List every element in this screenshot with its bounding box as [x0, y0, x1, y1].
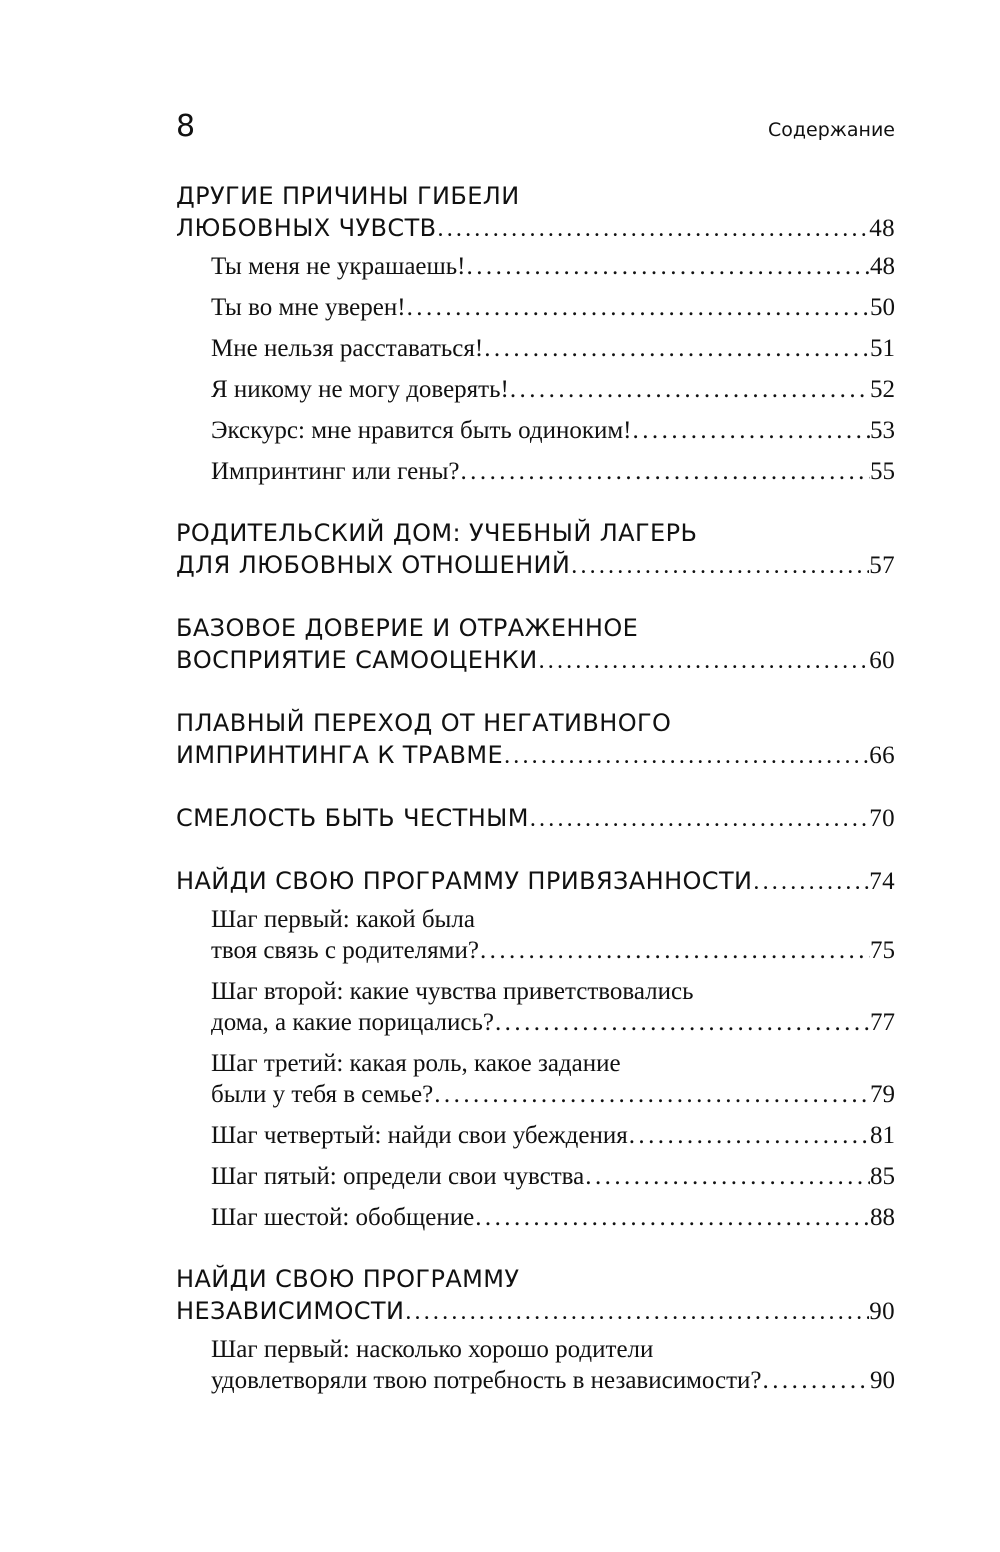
- toc-title-line: были у тебя в семье?: [211, 1081, 434, 1108]
- dot-leader: [762, 1365, 870, 1396]
- toc-section: [211, 904, 895, 966]
- dot-leader: [433, 1079, 870, 1110]
- dot-leader: [406, 292, 870, 323]
- dot-leader: [752, 866, 869, 898]
- dot-leader: [584, 1161, 870, 1192]
- toc-title-row: [176, 1295, 895, 1328]
- toc-section: [211, 292, 895, 323]
- toc-chapter: [176, 180, 895, 245]
- toc-title-line: Шаг пятый: определи свои чувства: [211, 1163, 585, 1190]
- toc-title-row: [211, 1161, 895, 1192]
- dot-leader: [474, 1202, 870, 1233]
- running-title: Содержание: [768, 119, 895, 141]
- dot-leader: [632, 415, 870, 446]
- dot-leader: [494, 1007, 870, 1038]
- toc-title-line: дома, а какие порицались?: [211, 1009, 494, 1036]
- toc-title-line: ДЛЯ ЛЮБОВНЫХ ОТНОШЕНИЙ: [176, 551, 571, 579]
- dot-leader: [483, 333, 870, 364]
- toc-title-line: твоя связь с родителями?: [211, 937, 479, 964]
- toc-chapter: [176, 865, 895, 898]
- toc-title-line: Ты меня не украшаешь!: [211, 253, 466, 280]
- table-of-contents: [176, 180, 895, 1396]
- toc-title-row: [211, 935, 895, 966]
- toc-chapter: [176, 1263, 895, 1328]
- toc-section: [211, 333, 895, 364]
- toc-title-row: [211, 374, 895, 405]
- toc-title-row: [211, 1007, 895, 1038]
- toc-title-row: [176, 212, 895, 245]
- toc-title-row: [176, 865, 895, 898]
- dot-leader: [479, 935, 870, 966]
- toc-title-line: НАЙДИ СВОЮ ПРОГРАММУ ПРИВЯЗАННОСТИ: [176, 867, 753, 895]
- toc-page-number: 55: [870, 458, 895, 485]
- toc-title-line: Ты во мне уверен!: [211, 294, 406, 321]
- toc-title-row: [176, 802, 895, 835]
- dot-leader: [466, 251, 870, 282]
- toc-section: [211, 1120, 895, 1151]
- toc-title-row: [211, 1079, 895, 1110]
- toc-chapter: [176, 612, 895, 677]
- toc-chapter: [176, 802, 895, 835]
- toc-title-row: [211, 1202, 895, 1233]
- dot-leader: [628, 1120, 870, 1151]
- toc-page-number: 48: [869, 215, 895, 242]
- toc-section: [211, 1334, 895, 1396]
- toc-chapter: [176, 707, 895, 772]
- toc-page-number: 77: [870, 1009, 895, 1036]
- toc-section: [211, 456, 895, 487]
- toc-title-row: [176, 549, 895, 582]
- toc-section: [211, 1202, 895, 1233]
- toc-title-line: БАЗОВОЕ ДОВЕРИЕ И ОТРАЖЕННОЕ: [176, 614, 639, 642]
- toc-section: [211, 415, 895, 446]
- toc-title-line: Шаг шестой: обобщение: [211, 1204, 475, 1231]
- toc-title-line: Импринтинг или гены?: [211, 458, 460, 485]
- toc-page-number: 52: [870, 376, 895, 403]
- toc-section: [211, 374, 895, 405]
- toc-title-line: удовлетворяли твою потребность в независимости?: [211, 1367, 762, 1394]
- toc-title-row: [176, 739, 895, 772]
- toc-title-line: НЕЗАВИСИМОСТИ: [176, 1297, 405, 1325]
- toc-page-number: 88: [870, 1204, 895, 1231]
- dot-leader: [503, 740, 869, 772]
- toc-section: [211, 976, 895, 1038]
- toc-title-row: [211, 1120, 895, 1151]
- toc-page-number: 74: [869, 868, 895, 895]
- dot-leader: [538, 645, 870, 677]
- toc-title-line: Шаг второй: какие чувства приветствовались: [211, 978, 694, 1005]
- dot-leader: [404, 1296, 869, 1328]
- toc-page-number: 51: [870, 335, 895, 362]
- toc-title-line: ВОСПРИЯТИЕ САМООЦЕНКИ: [176, 646, 538, 674]
- running-head: [176, 109, 895, 152]
- toc-page-number: 90: [869, 1298, 895, 1325]
- toc-title-line: ПЛАВНЫЙ ПЕРЕХОД ОТ НЕГАТИВНОГО: [176, 709, 672, 737]
- toc-page-number: 57: [869, 552, 895, 579]
- toc-title-line: ЛЮБОВНЫХ ЧУВСТВ: [176, 214, 437, 242]
- toc-title-line: Шаг третий: какая роль, какое задание: [211, 1050, 621, 1077]
- page-number: 8: [176, 109, 196, 144]
- toc-section: [211, 1048, 895, 1110]
- toc-page-number: 79: [870, 1081, 895, 1108]
- toc-title-row: [211, 415, 895, 446]
- toc-page-number: 50: [870, 294, 895, 321]
- toc-title-row: [211, 456, 895, 487]
- toc-title-line: Экскурс: мне нравится быть одиноким!: [211, 417, 632, 444]
- toc-page-number: 53: [870, 417, 895, 444]
- toc-page-number: 85: [870, 1163, 895, 1190]
- toc-title-line: Мне нельзя расставаться!: [211, 335, 484, 362]
- toc-page-number: 60: [869, 647, 895, 674]
- toc-page-number: 70: [869, 805, 895, 832]
- toc-title-line: НАЙДИ СВОЮ ПРОГРАММУ: [176, 1265, 520, 1293]
- toc-title-row: [211, 1365, 895, 1396]
- toc-title-row: [211, 333, 895, 364]
- toc-title-line: РОДИТЕЛЬСКИЙ ДОМ: УЧЕБНЫЙ ЛАГЕРЬ: [176, 519, 698, 547]
- toc-title-row: [211, 292, 895, 323]
- toc-page-number: 66: [869, 742, 895, 769]
- dot-leader: [437, 213, 870, 245]
- toc-title-line: Шаг четвертый: найди свои убеждения: [211, 1122, 628, 1149]
- dot-leader: [529, 803, 869, 835]
- toc-section: [211, 1161, 895, 1192]
- toc-page-number: 90: [870, 1367, 895, 1394]
- toc-title-line: ДРУГИЕ ПРИЧИНЫ ГИБЕЛИ: [176, 182, 520, 210]
- toc-title-row: [211, 251, 895, 282]
- toc-title-line: Шаг первый: насколько хорошо родители: [211, 1336, 654, 1363]
- dot-leader: [570, 550, 869, 582]
- toc-page-number: 48: [870, 253, 895, 280]
- toc-title-line: Шаг первый: какой была: [211, 906, 475, 933]
- toc-title-line: Я никому не могу доверять!: [211, 376, 509, 403]
- toc-page-number: 75: [870, 937, 895, 964]
- toc-title-line: СМЕЛОСТЬ БЫТЬ ЧЕСТНЫМ: [176, 804, 529, 832]
- dot-leader: [509, 374, 870, 405]
- toc-title-line: ИМПРИНТИНГА К ТРАВМЕ: [176, 741, 504, 769]
- toc-page-number: 81: [870, 1122, 895, 1149]
- toc-chapter: [176, 517, 895, 582]
- toc-title-row: [176, 644, 895, 677]
- toc-section: [211, 251, 895, 282]
- dot-leader: [459, 456, 870, 487]
